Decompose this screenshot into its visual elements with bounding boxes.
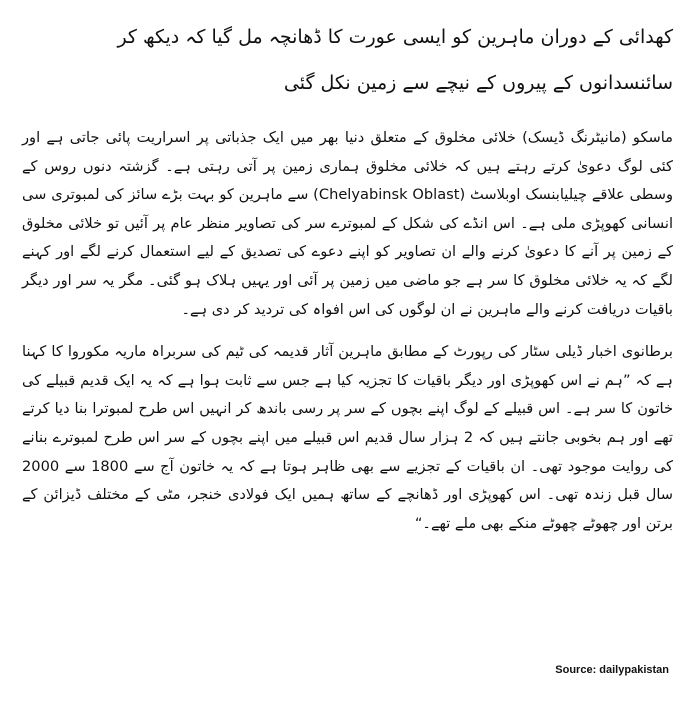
- article-paragraph-2: برطانوی اخبار ڈیلی سٹار کی رپورٹ کے مطابق ماہرین آثار قدیمہ کی ٹیم کی سربراہ ماریہ مکوروا کا کہنا ہے کہ ”ہم نے اس کھوپڑی اور دیگر باقیات کا تجزیہ کیا ہے جس سے ثابت ہوا ہے کہ یہ ایک قدیم قبیلے کی خاتون کا سر ہے۔ اس قبیلے کے لوگ اپنے بچوں کے سر پر رسی باندھ کر انہیں اس طرح لمبوترا بنا دیا کرتے تھے اور ہم بخوبی جانتے ہیں کہ 2 ہزار سال قدیم اس قبیلے میں اپنے بچوں کے سر اس طرح لمبوترے بنانے کی روایت موجود تھی۔ ان باقیات کے تجزیے سے بھی ظاہر ہوتا ہے کہ یہ خاتون آج سے 1800 سے 2000 سال قبل زندہ تھی۔ اس کھوپڑی اور ڈھانچے کے ساتھ ہمیں ایک فولادی خنجر، مٹی کے مختلف ڈیزائن کے برتن اور چھوٹے چھوٹے منکے بھی ملے تھے۔“: [22, 343, 674, 532]
- source-credit: Source: dailypakistan: [555, 664, 669, 676]
- article-headline: کھدائی کے دوران ماہرین کو ایسی عورت کا ڈھانچہ مل گیا کہ دیکھ کر سائنسدانوں کے پیروں کے نیچے سے زمین نکل گئی: [117, 26, 673, 94]
- article-paragraph-1: ماسکو (مانیٹرنگ ڈیسک) خلائی مخلوق کے متعلق دنیا بھر میں ایک جذباتی پر اسراریت پائی جاتی ہے اور کئی لوگ دعویٰ کرتے رہتے ہیں کہ خلائی مخلوق ہماری زمین پر آتی رہتی ہے۔ گزشتہ دنوں روس کے وسطی علاقے چیلیابنسک اوبلاسٹ (Chelyabinsk Oblast) سے ماہرین کو بہت بڑے سائز کی لمبوتری سی انسانی کھوپڑی ملی ہے۔ اس انڈے کی شکل کے لمبوترے سر کی تصاویر منظر عام پر آئیں تو خلائی مخلوق کے زمین پر آنے کا دعویٰ کرنے والے ان تصاویر کو اپنے دعوے کی تصدیق کے لیے استعمال کرنے لگے اور کہنے لگے کہ یہ خلائی مخلوق کا سر ہے جو ماضی میں زمین پر آئی اور یہیں ہلاک ہو گئی۔ مگر یہ سر اور دیگر باقیات دریافت کرنے والے ماہرین نے ان لوگوں کی اس افواہ کی تردید کر دی ہے۔: [22, 129, 674, 318]
